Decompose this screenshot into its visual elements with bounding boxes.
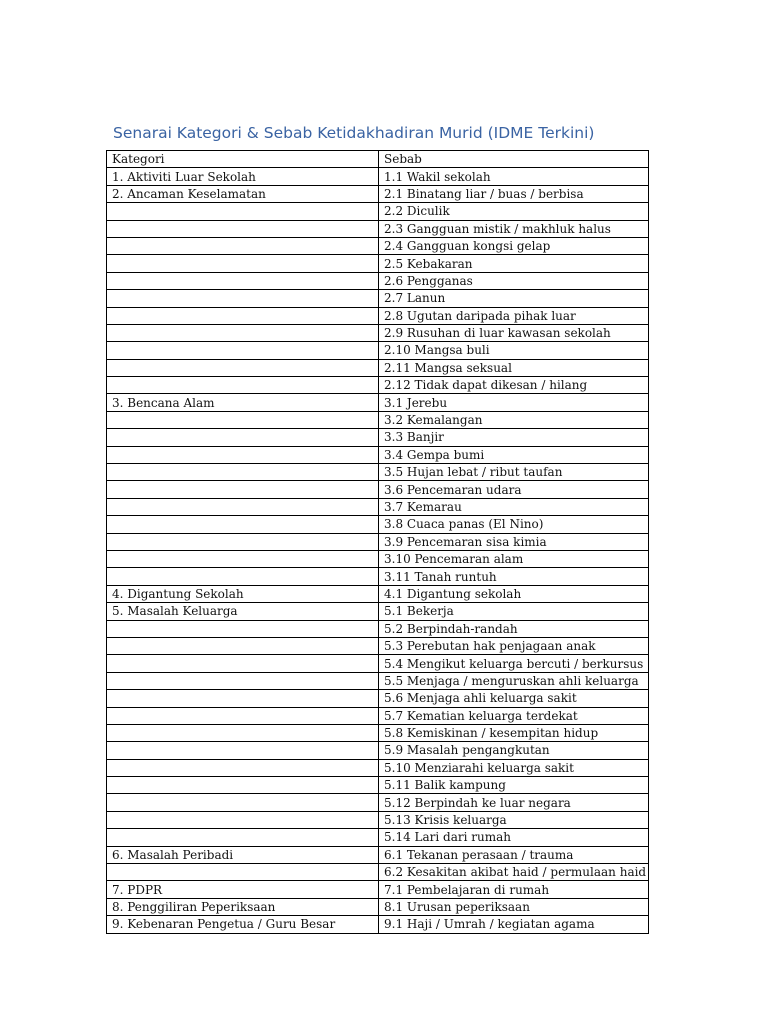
sebab-cell: 3.5 Hujan lebat / ribut taufan	[379, 464, 649, 481]
sebab-cell: 5.6 Menjaga ahli keluarga sakit	[379, 690, 649, 707]
table-row	[107, 272, 649, 289]
sebab-cell: 2.5 Kebakaran	[379, 255, 649, 272]
table-row	[107, 359, 649, 376]
table-row	[107, 498, 649, 515]
table-row	[107, 811, 649, 828]
table-row	[107, 568, 649, 585]
kategori-cell	[107, 672, 379, 689]
sebab-cell: 3.4 Gempa bumi	[379, 446, 649, 463]
category-reason-table	[106, 150, 649, 934]
sebab-cell: 4.1 Digantung sekolah	[379, 585, 649, 602]
sebab-cell: 6.2 Kesakitan akibat haid / permulaan haid	[379, 864, 649, 881]
table-row	[107, 690, 649, 707]
sebab-cell: 5.7 Kematian keluarga terdekat	[379, 707, 649, 724]
sebab-cell: 2.3 Gangguan mistik / makhluk halus	[379, 220, 649, 237]
kategori-cell	[107, 203, 379, 220]
sebab-cell: 3.3 Banjir	[379, 429, 649, 446]
kategori-cell	[107, 446, 379, 463]
table-row	[107, 742, 649, 759]
sebab-cell: 3.1 Jerebu	[379, 394, 649, 411]
table-row	[107, 203, 649, 220]
sebab-cell: 5.8 Kemiskinan / kesempitan hidup	[379, 724, 649, 741]
table-row	[107, 637, 649, 654]
table-row	[107, 724, 649, 741]
table-row	[107, 464, 649, 481]
kategori-cell	[107, 290, 379, 307]
sebab-cell: 5.4 Mengikut keluarga bercuti / berkursus	[379, 655, 649, 672]
kategori-cell	[107, 655, 379, 672]
sebab-cell: 2.7 Lanun	[379, 290, 649, 307]
kategori-cell	[107, 464, 379, 481]
sebab-cell: 2.4 Gangguan kongsi gelap	[379, 237, 649, 254]
kategori-cell	[107, 794, 379, 811]
kategori-cell: 2. Ancaman Keselamatan	[107, 185, 379, 202]
kategori-cell	[107, 255, 379, 272]
sebab-cell: 2.2 Diculik	[379, 203, 649, 220]
table-row	[107, 550, 649, 567]
document-title: Senarai Kategori & Sebab Ketidakhadiran Murid (IDME Terkini)	[113, 124, 595, 142]
kategori-cell: 1. Aktiviti Luar Sekolah	[107, 168, 379, 185]
sebab-cell: 5.10 Menziarahi keluarga sakit	[379, 759, 649, 776]
table-row	[107, 220, 649, 237]
sebab-cell: 1.1 Wakil sekolah	[379, 168, 649, 185]
sebab-cell: 5.3 Perebutan hak penjagaan anak	[379, 637, 649, 654]
sebab-cell: 5.13 Krisis keluarga	[379, 811, 649, 828]
kategori-cell: 8. Penggiliran Peperiksaan	[107, 898, 379, 915]
sebab-cell: 3.2 Kemalangan	[379, 411, 649, 428]
table-row	[107, 481, 649, 498]
table-row	[107, 307, 649, 324]
kategori-cell: 3. Bencana Alam	[107, 394, 379, 411]
kategori-cell	[107, 777, 379, 794]
kategori-cell: 7. PDPR	[107, 881, 379, 898]
sebab-cell: 5.9 Masalah pengangkutan	[379, 742, 649, 759]
table-row	[107, 290, 649, 307]
sebab-cell: 5.2 Berpindah-randah	[379, 620, 649, 637]
sebab-cell: 2.6 Pengganas	[379, 272, 649, 289]
sebab-cell: 2.11 Mangsa seksual	[379, 359, 649, 376]
kategori-cell	[107, 516, 379, 533]
sebab-cell: 3.7 Kemarau	[379, 498, 649, 515]
sebab-cell: 5.12 Berpindah ke luar negara	[379, 794, 649, 811]
table-body	[107, 168, 649, 933]
kategori-cell	[107, 272, 379, 289]
table-row	[107, 255, 649, 272]
sebab-cell: 3.11 Tanah runtuh	[379, 568, 649, 585]
sebab-cell: 5.5 Menjaga / menguruskan ahli keluarga	[379, 672, 649, 689]
table-row	[107, 411, 649, 428]
table-row	[107, 585, 649, 602]
kategori-cell	[107, 481, 379, 498]
kategori-cell	[107, 707, 379, 724]
kategori-cell	[107, 724, 379, 741]
kategori-cell	[107, 533, 379, 550]
table-row	[107, 377, 649, 394]
table-row	[107, 620, 649, 637]
table-row	[107, 655, 649, 672]
kategori-cell	[107, 620, 379, 637]
table-row	[107, 446, 649, 463]
kategori-cell	[107, 550, 379, 567]
sebab-cell: 3.8 Cuaca panas (El Nino)	[379, 516, 649, 533]
kategori-cell	[107, 429, 379, 446]
sebab-cell: 2.8 Ugutan daripada pihak luar	[379, 307, 649, 324]
sebab-cell: 5.11 Balik kampung	[379, 777, 649, 794]
sebab-cell: 9.1 Haji / Umrah / kegiatan agama	[379, 916, 649, 933]
table-row	[107, 429, 649, 446]
table-row	[107, 777, 649, 794]
header-sebab: Sebab	[379, 151, 649, 168]
sebab-cell: 6.1 Tekanan perasaan / trauma	[379, 846, 649, 863]
sebab-cell: 5.14 Lari dari rumah	[379, 829, 649, 846]
table-row	[107, 881, 649, 898]
kategori-cell	[107, 637, 379, 654]
sebab-cell: 2.12 Tidak dapat dikesan / hilang	[379, 377, 649, 394]
table-row	[107, 864, 649, 881]
sebab-cell: 3.9 Pencemaran sisa kimia	[379, 533, 649, 550]
kategori-cell	[107, 568, 379, 585]
kategori-cell	[107, 220, 379, 237]
table-row	[107, 672, 649, 689]
sebab-cell: 3.6 Pencemaran udara	[379, 481, 649, 498]
table-row	[107, 168, 649, 185]
kategori-cell	[107, 237, 379, 254]
kategori-cell: 5. Masalah Keluarga	[107, 603, 379, 620]
table-row	[107, 185, 649, 202]
table-header-row	[107, 151, 649, 168]
table-row	[107, 394, 649, 411]
table-row	[107, 342, 649, 359]
table-row	[107, 707, 649, 724]
kategori-cell	[107, 864, 379, 881]
kategori-cell	[107, 811, 379, 828]
sebab-cell: 2.10 Mangsa buli	[379, 342, 649, 359]
table-row	[107, 533, 649, 550]
sebab-cell: 5.1 Bekerja	[379, 603, 649, 620]
table-row	[107, 324, 649, 341]
kategori-cell	[107, 742, 379, 759]
table-row	[107, 898, 649, 915]
table-row	[107, 794, 649, 811]
sebab-cell: 2.1 Binatang liar / buas / berbisa	[379, 185, 649, 202]
header-kategori: Kategori	[107, 151, 379, 168]
sebab-cell: 3.10 Pencemaran alam	[379, 550, 649, 567]
kategori-cell	[107, 759, 379, 776]
table-row	[107, 237, 649, 254]
kategori-cell: 4. Digantung Sekolah	[107, 585, 379, 602]
kategori-cell	[107, 498, 379, 515]
table-row	[107, 516, 649, 533]
table-row	[107, 603, 649, 620]
sebab-cell: 7.1 Pembelajaran di rumah	[379, 881, 649, 898]
table-row	[107, 829, 649, 846]
table-row	[107, 916, 649, 933]
kategori-cell: 6. Masalah Peribadi	[107, 846, 379, 863]
kategori-cell	[107, 377, 379, 394]
kategori-cell	[107, 411, 379, 428]
kategori-cell	[107, 307, 379, 324]
sebab-cell: 8.1 Urusan peperiksaan	[379, 898, 649, 915]
kategori-cell	[107, 359, 379, 376]
table-row	[107, 846, 649, 863]
table-row	[107, 759, 649, 776]
kategori-cell	[107, 324, 379, 341]
kategori-cell: 9. Kebenaran Pengetua / Guru Besar	[107, 916, 379, 933]
sebab-cell: 2.9 Rusuhan di luar kawasan sekolah	[379, 324, 649, 341]
kategori-cell	[107, 342, 379, 359]
kategori-cell	[107, 829, 379, 846]
kategori-cell	[107, 690, 379, 707]
